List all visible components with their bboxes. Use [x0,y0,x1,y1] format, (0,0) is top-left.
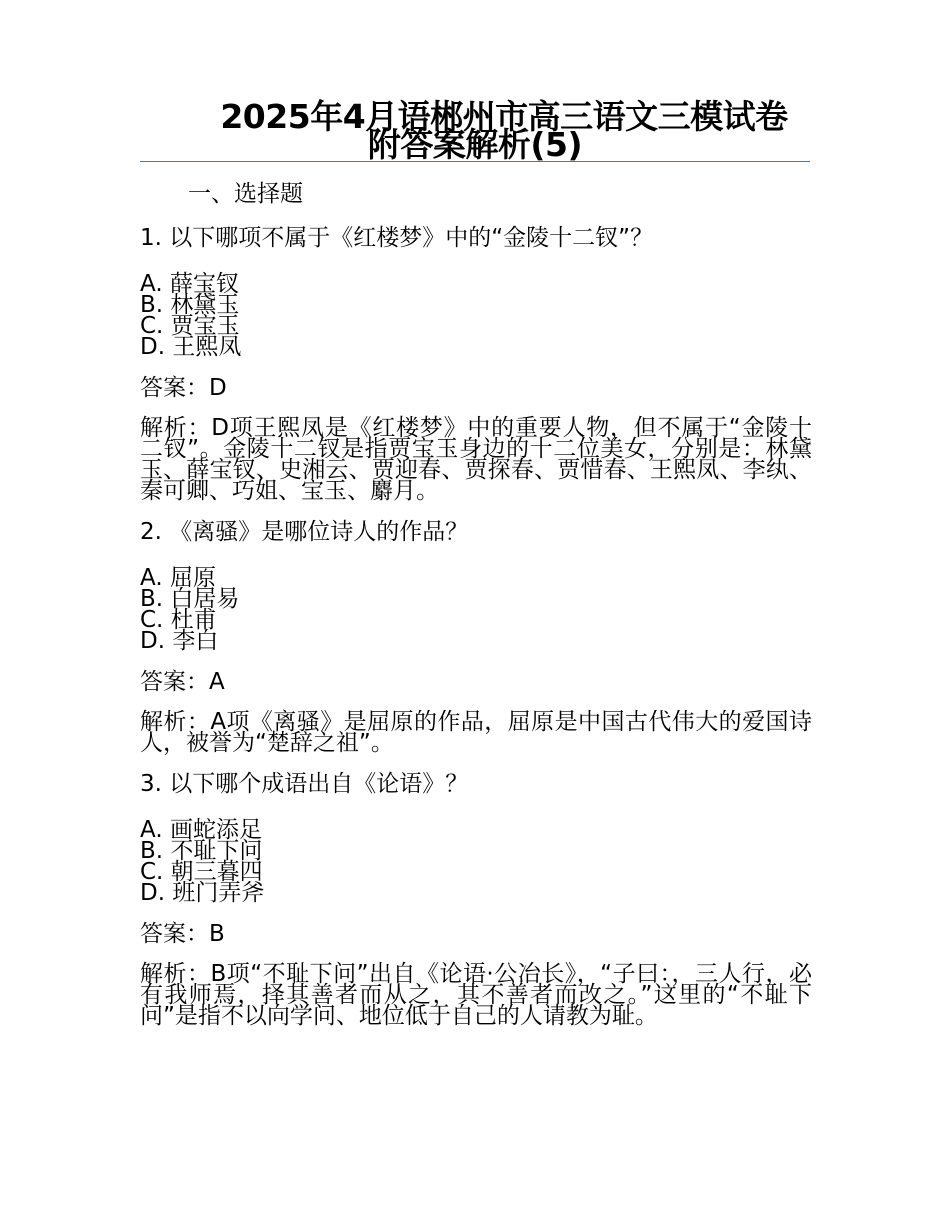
question-2 [140,516,812,754]
option-a: A. 薛宝钗 [140,271,239,297]
question-3 [140,768,812,1027]
question-stem: 2. 《离骚》是哪位诗人的作品？ [140,519,469,545]
analysis-text: 解析：A项《离骚》是屈原的作品，屈原是中国古代伟大的爱国诗人，被誉为“楚辞之祖”。 [140,709,812,756]
analysis-text: 解析：B项“不耻下问”出自《论语·公冶长》，“子曰：，三人行，必有我师焉，择其善者而从之，其不善者而改之。”这里的“不耻下问”是指不以向学问、地位低于自己的人请教为耻。 [140,961,812,1029]
option-c: C. 朝三暮四 [140,859,263,885]
document-title [140,97,810,164]
option-d: D. 班门弄斧 [140,880,265,906]
option-d: D. 李白 [140,628,219,654]
question-list [140,222,812,1041]
answer-text: 答案：B [140,921,225,947]
section-heading: 一、选择题 [188,181,303,207]
title-line-2: 附答案解析(5) [367,125,583,164]
option-a: A. 画蛇添足 [140,817,262,843]
option-b: B. 不耻下问 [140,838,263,864]
question-1 [140,222,812,502]
option-a: A. 屈原 [140,565,216,591]
analysis-text: 解析：D项王熙凤是《红楼梦》中的重要人物，但不属于“金陵十二钗”。金陵十二钗是指贾宝玉身边的十二位美女，分别是：林黛玉、薛宝钗、史湘云、贾迎春、贾探春、贾惜春、王熙凤、李纨、秦可卿、巧姐、宝玉、麝月。 [140,415,812,504]
title-line-1: 2025年4月语郴州市高三语文三模试卷 [220,97,788,136]
option-list [140,565,812,654]
option-b: B. 白居易 [140,586,240,612]
option-d: D. 王熙凤 [140,334,242,360]
question-stem: 3. 以下哪个成语出自《论语》？ [140,771,469,797]
title-underline [140,161,810,162]
option-list [140,271,812,360]
option-c: C. 贾宝玉 [140,313,240,339]
question-stem: 1. 以下哪项不属于《红楼梦》中的“金陵十二钗”？ [140,225,654,251]
option-c: C. 杜甫 [140,607,217,633]
option-list [140,817,812,906]
answer-text: 答案：A [140,669,225,695]
answer-text: 答案：D [140,375,227,401]
option-b: B. 林黛玉 [140,292,240,318]
